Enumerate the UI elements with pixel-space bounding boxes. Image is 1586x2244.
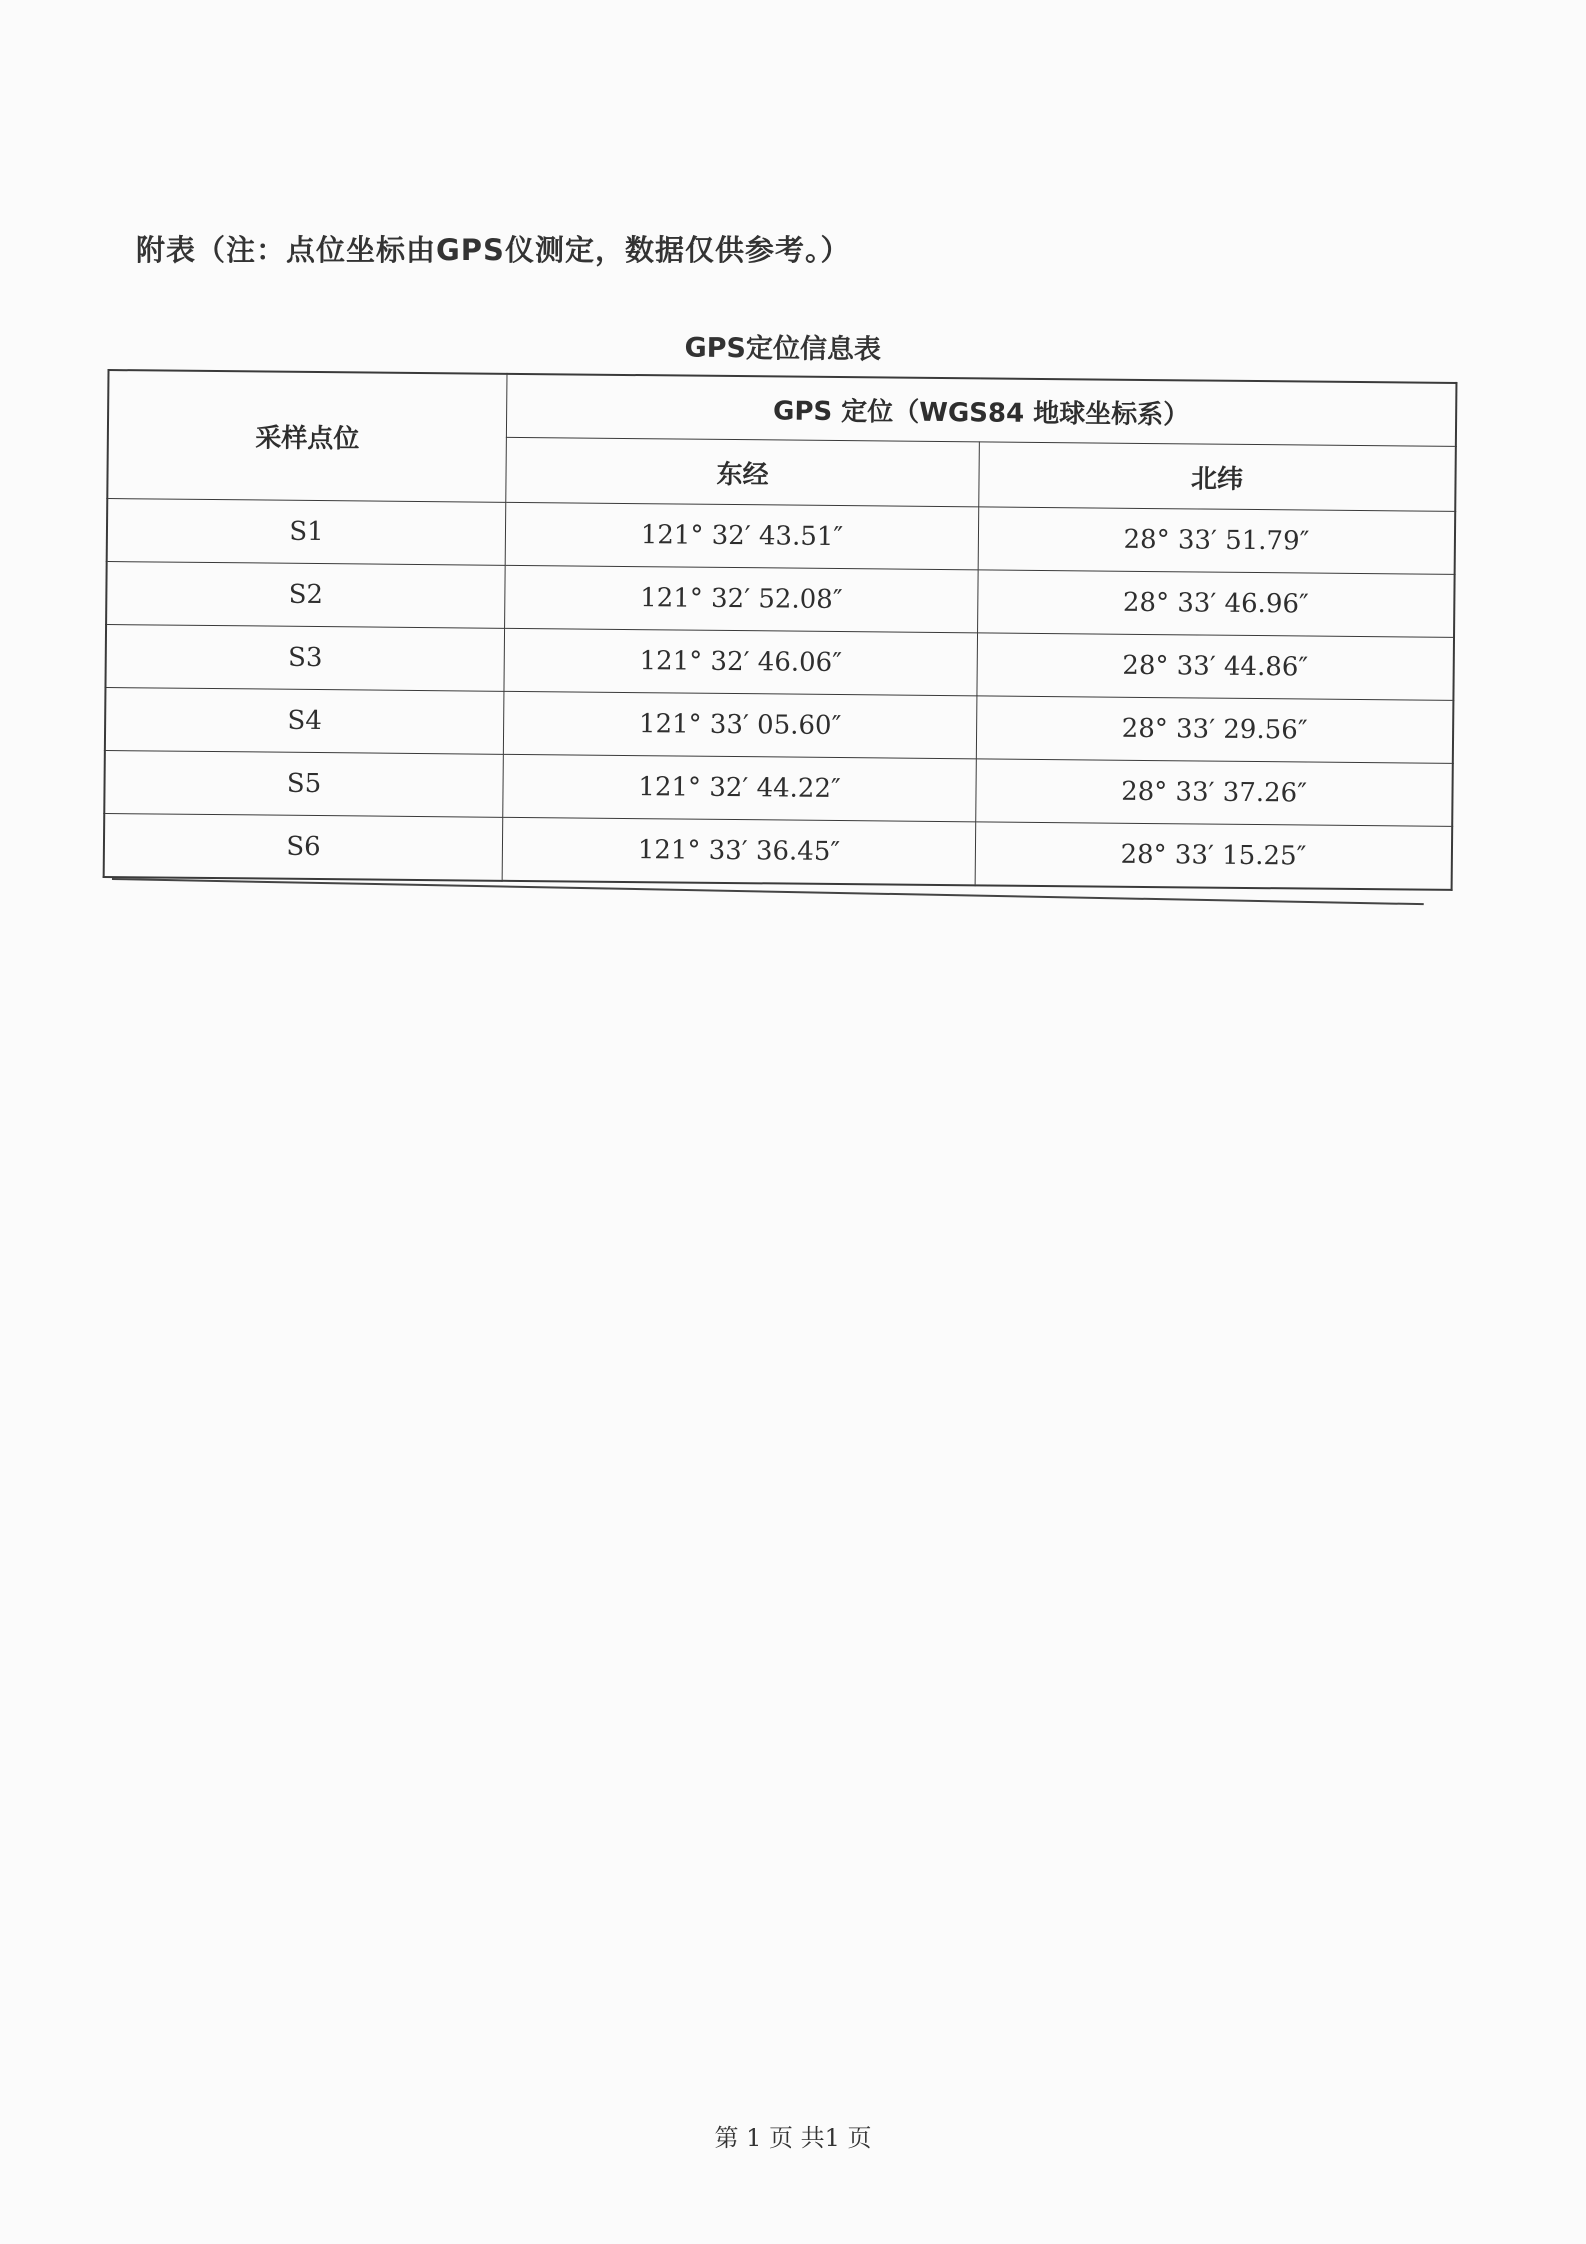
page-footer: 第 1 页 共1 页 [714, 2124, 872, 2152]
latitude-cell: 28° 33′ 51.79″ [978, 507, 1455, 575]
header-longitude: 东经 [506, 437, 980, 507]
longitude-cell: 121° 33′ 05.60″ [503, 691, 977, 759]
latitude-cell: 28° 33′ 15.25″ [975, 822, 1452, 890]
site-cell: S5 [104, 750, 503, 817]
table-row [104, 813, 1453, 889]
longitude-cell: 121° 32′ 43.51″ [505, 502, 979, 570]
latitude-cell: 28° 33′ 46.96″ [978, 570, 1455, 638]
latitude-cell: 28° 33′ 29.56″ [976, 696, 1453, 764]
site-cell: S6 [104, 813, 503, 880]
latitude-cell: 28° 33′ 44.86″ [977, 633, 1454, 701]
site-cell: S2 [106, 561, 505, 628]
longitude-cell: 121° 32′ 52.08″ [505, 565, 979, 633]
longitude-cell: 121° 32′ 44.22″ [503, 754, 977, 822]
table-note: 附表（注：点位坐标由GPS仪测定，数据仅供参考。） [136, 233, 851, 267]
site-cell: S1 [107, 499, 506, 566]
gps-table [103, 369, 1458, 891]
header-gps-position: GPS 定位（WGS84 地球坐标系） [506, 374, 1456, 447]
longitude-cell: 121° 33′ 36.45″ [502, 817, 976, 885]
table-title: GPS定位信息表 [684, 332, 882, 366]
site-cell: S4 [105, 687, 504, 754]
longitude-cell: 121° 32′ 46.06″ [504, 628, 978, 696]
gps-table-section [103, 320, 1458, 891]
site-cell: S3 [105, 624, 504, 691]
latitude-cell: 28° 33′ 37.26″ [976, 759, 1453, 827]
header-sampling-site: 采样点位 [107, 370, 507, 502]
header-latitude: 北纬 [979, 442, 1456, 512]
